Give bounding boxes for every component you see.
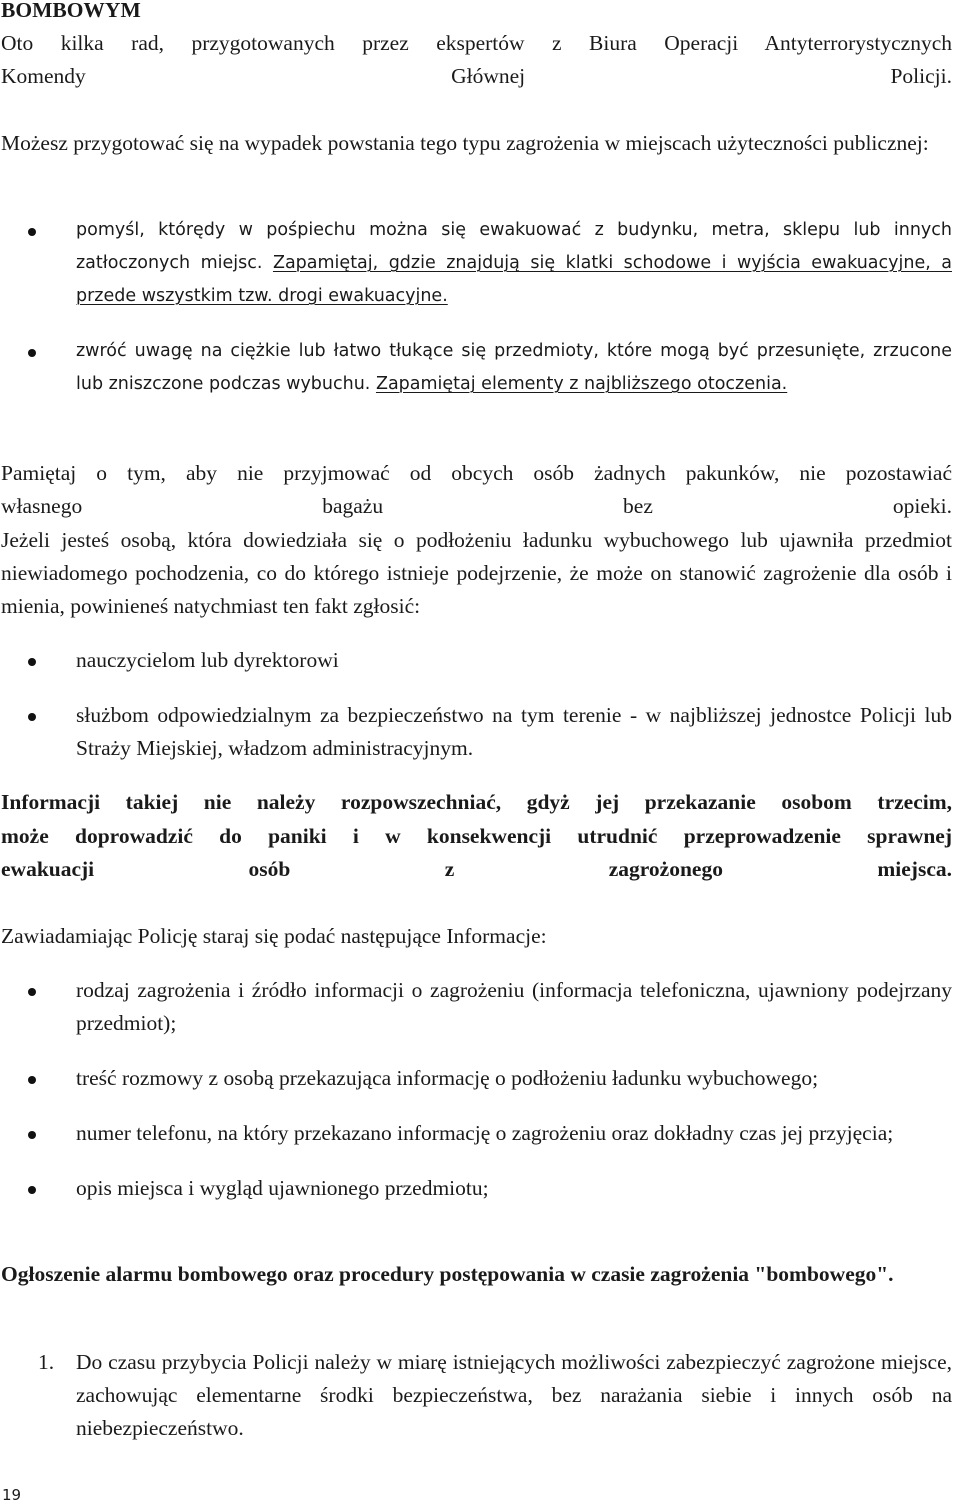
alarm-heading: Ogłoszenie alarmu bombowego oraz procedury postępowania w czasie zagrożenia "bombowego". bbox=[1, 1262, 894, 1286]
warning-line-1: Informacji takiej nie należy rozpowszechniać, gdyż jej przekazanie osobom trzecim, bbox=[1, 790, 952, 814]
warning-line-2: może doprowadzić do paniki i w konsekwencji utrudnić przeprowadzenie sprawnej bbox=[1, 824, 952, 848]
notify-list bbox=[0, 974, 952, 1205]
list-item-text: pomyśl, którędy w pośpiechu można się ewakuować z budynku, metra, sklepu lub innych zatłoczonych miejsc. bbox=[76, 220, 952, 273]
list-item bbox=[0, 1062, 952, 1095]
list-item-emphasis: Zapamiętaj elementy z najbliższego otoczenia. bbox=[375, 374, 788, 394]
list-item-text: treść rozmowy z osobą przekazująca informację o podłożeniu ładunku wybuchowego; bbox=[76, 1066, 819, 1090]
bullet-icon bbox=[28, 988, 36, 996]
list-item bbox=[0, 699, 952, 765]
intro-line-2: Komendy Głównej Policji. bbox=[1, 64, 952, 88]
section-heading: BOMBOWYM bbox=[1, 0, 141, 22]
bullet-icon bbox=[28, 713, 36, 721]
list-item bbox=[0, 214, 952, 313]
list-item-text: numer telefonu, na który przekazano informację o zagrożeniu oraz dokładny czas jej przyjęcia; bbox=[76, 1121, 894, 1145]
list-item-text: opis miejsca i wygląd ujawnionego przedmiotu; bbox=[76, 1176, 489, 1200]
bagaz-line-2: własnego bagażu bez opieki. bbox=[1, 494, 952, 518]
bullet-icon bbox=[28, 1186, 36, 1194]
report-list bbox=[0, 644, 952, 765]
intro-line-1: Oto kilka rad, przygotowanych przez ekspertów z Biura Operacji Antyterrorystycznych bbox=[1, 31, 952, 55]
list-item-emphasis: Zapamiętaj, gdzie znajdują się klatki schodowe i wyjścia ewakuacyjne, a przede wszystkim tzw. drogi ewakuacyjne. bbox=[76, 253, 952, 306]
list-item bbox=[0, 1172, 952, 1205]
bullet-icon bbox=[28, 658, 36, 666]
list-item bbox=[0, 335, 952, 401]
list-item bbox=[0, 1117, 952, 1150]
bullet-icon bbox=[28, 1076, 36, 1084]
procedure-text: Do czasu przybycia Policji należy w miarę istniejących możliwości zabezpieczyć zagrożone miejsce, zachowując elementarne środki bezpieczeństwa, bez narażania siebie i innych osób na niebezpieczeństwo. bbox=[76, 1350, 952, 1440]
notify-paragraph: Zawiadamiając Policję staraj się podać następujące Informacje: bbox=[1, 924, 547, 948]
list-item bbox=[0, 644, 952, 677]
bagaz-line-1: Pamiętaj o tym, aby nie przyjmować od obcych osób żadnych pakunków, nie pozostawiać bbox=[1, 461, 952, 485]
list-item-text: służbom odpowiedzialnym za bezpieczeństwo na tym terenie - w najbliższej jednostce Policji lub Straży Miejskiej, władzom administracyjnym. bbox=[76, 703, 952, 760]
bullet-icon bbox=[28, 1131, 36, 1139]
list-item bbox=[0, 974, 952, 1040]
warning-line-3: ewakuacji osób z zagrożonego miejsca. bbox=[1, 857, 952, 881]
procedure-item bbox=[0, 1346, 952, 1445]
list-item-text: rodzaj zagrożenia i źródło informacji o zagrożeniu (informacja telefoniczna, ujawniony podejrzany przedmiot); bbox=[76, 978, 952, 1035]
bullet-icon bbox=[28, 349, 36, 357]
procedure-number: 1. bbox=[38, 1350, 55, 1374]
prep-list bbox=[0, 214, 952, 401]
list-item-text: zwróć uwagę na ciężkie lub łatwo tłukące się przedmioty, które mogą być przesunięte, zrzucone lub zniszczone podczas wybuchu. bbox=[76, 341, 952, 394]
prep-paragraph: Możesz przygotować się na wypadek powstania tego typu zagrożenia w miejscach użyteczności publicznej: bbox=[1, 131, 929, 155]
procedure-list bbox=[0, 1346, 952, 1445]
page-number: 19 bbox=[2, 1486, 22, 1504]
list-item-text: nauczycielom lub dyrektorowi bbox=[76, 648, 339, 672]
report-paragraph: Jeżeli jesteś osobą, która dowiedziała się o podłożeniu ładunku wybuchowego lub ujawniła przedmiot niewiadomego pochodzenia, co do którego istnieje podejrzenie, że może on stanowić zagrożenie dla osób i mienia, powinieneś natychmiast ten fakt zgłosić: bbox=[1, 528, 952, 618]
bullet-icon bbox=[28, 228, 36, 236]
